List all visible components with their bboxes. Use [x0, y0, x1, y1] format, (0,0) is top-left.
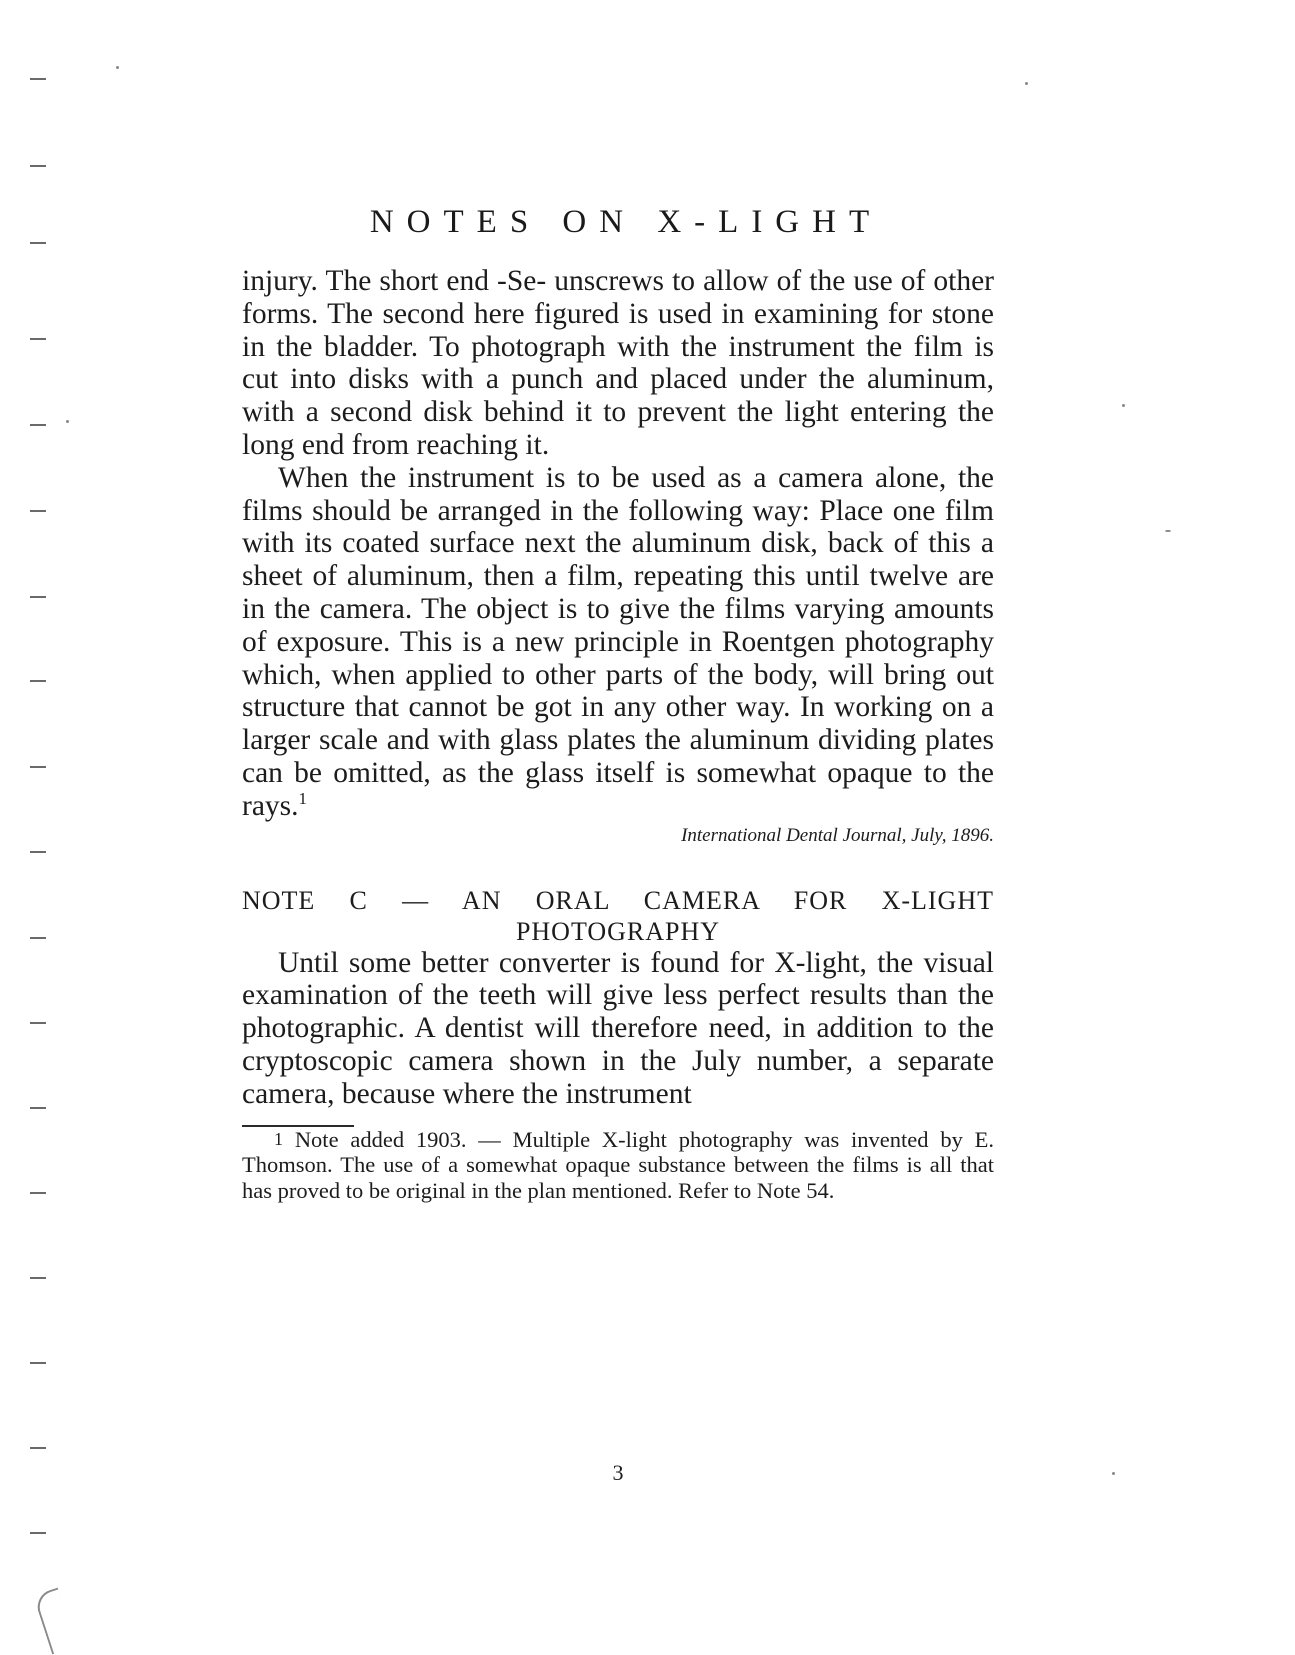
speck — [1112, 1472, 1115, 1475]
footnote-marker: 1 — [274, 1128, 283, 1149]
footnote — [242, 1127, 994, 1204]
page-number: 3 — [612, 1460, 624, 1485]
margin-mark — [30, 1022, 46, 1024]
paragraph-text: When the instrument is to be used as a camera alone, the films should be arranged in the following way: Place one film with its coated surface next the aluminum disk, back of this a sheet of aluminum, then a film, repeating this until twelve are in the camera. The object is to give the films varying amounts of exposure. This is a new principle in Roentgen photography which, when applied to other parts of the body, will bring out structure that cannot be got in any other way. In working on a larger scale and with glass plates the aluminum dividing plates can be omitted, as the glass itself is somewhat opaque to the rays. — [242, 461, 994, 822]
margin-mark — [30, 680, 46, 682]
margin-mark — [30, 1532, 46, 1534]
margin-mark — [30, 596, 46, 598]
margin-mark — [30, 338, 46, 340]
margin-mark — [30, 851, 46, 853]
margin-mark — [30, 1277, 46, 1279]
footnote-reference: 1 — [298, 788, 308, 808]
speck — [1165, 530, 1171, 532]
margin-mark — [30, 510, 46, 512]
margin-mark — [30, 78, 46, 80]
margin-mark — [30, 1447, 46, 1449]
margin-mark — [30, 937, 46, 939]
section-heading — [242, 885, 994, 947]
margin-mark — [30, 242, 46, 244]
speck — [1025, 82, 1028, 85]
margin-mark — [30, 1107, 46, 1109]
paragraph — [242, 462, 994, 823]
speck — [1122, 404, 1125, 407]
margin-mark — [30, 766, 46, 768]
margin-mark — [30, 1192, 46, 1194]
margin-mark — [30, 165, 46, 167]
margin-curl — [33, 1588, 77, 1655]
running-head: NOTES ON X-LIGHT — [369, 204, 883, 240]
speck — [116, 66, 119, 69]
section-heading-line: NOTE C — AN ORAL CAMERA FOR X-LIGHT — [242, 885, 994, 915]
continuation-paragraph: injury. The short end -Se- unscrews to allow of the use of other forms. The second here figured is used in examining for stone in the bladder. To photograph with the instrument the film is cut into disks with a punch and placed under the aluminum, with a second disk behind it to prevent the light entering the long end from reaching it. — [242, 265, 994, 461]
section-heading-line: PHOTOGRAPHY — [515, 916, 721, 946]
source-citation: International Dental Journal, July, 1896. — [681, 824, 994, 846]
footnote-text: Note added 1903. — Multiple X-light photography was invented by E. Thomson. The use of a somewhat opaque substance between the films is all that has proved to be original in the plan mentioned. Refer to Note 54. — [242, 1126, 994, 1203]
section-paragraph: Until some better converter is found for X-light, the visual examination of the teeth will give less perfect results than the photographic. A dentist will therefore need, in addition to the cryptoscopic camera shown in the July number, a separate camera, because where the instrument — [242, 946, 994, 1110]
speck — [66, 420, 69, 423]
body-text — [242, 265, 994, 1203]
margin-mark — [30, 424, 46, 426]
margin-mark — [30, 1362, 46, 1364]
